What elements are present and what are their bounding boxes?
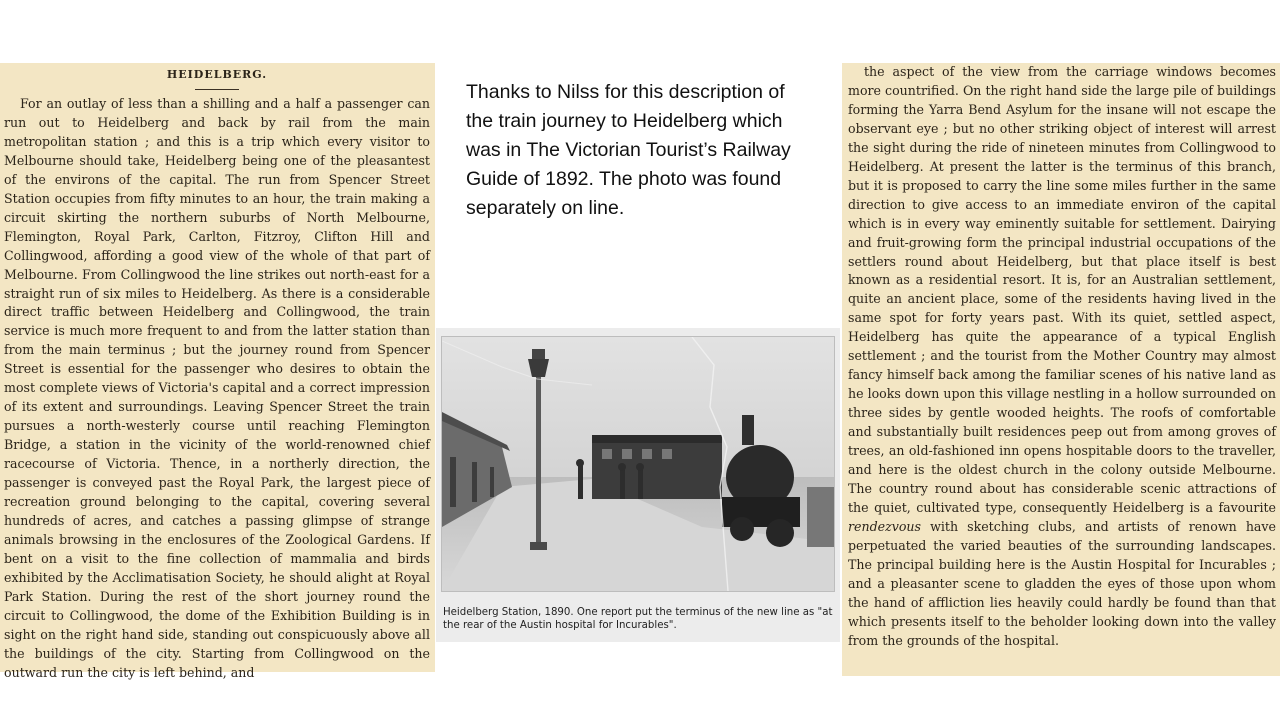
italic-word: rendezvous [848,518,922,534]
guidebook-page-right [842,63,1280,676]
photo-caption: Heidelberg Station, 1890. One report put the terminus of the new line as "at the rear of the Austin hospital for Incurables". [443,607,833,631]
left-page-text [4,95,430,683]
right-page-body-part-one: the aspect of the view from the carriage windows becomes more countrified. On the right hand side the large pile of buildings forming the Yarra Bend Asylum for the insane will not escape the observant eye ; but no other striking object of interest will arrest the sight during the ride of nineteen minutes from Collingwood to Heidelberg. At present the latter is the terminus of this branch, but it is proposed to carry the line some miles further in the same direction to give access to an immediate environ of the capital which is in every way eminently suitable for settlement. Dairying and fruit-growing form the principal industrial occupations of the settlers round about Heidelberg, but that place itself is best known as a residential resort. It is, for an Australian settlement, quite an ancient place, some of the residents having lived in the same spot for forty years past. With its quiet, settled aspect, Heidelberg has quite the appearance of a typical English settlement ; and the tourist from the Mother Country may almost fancy himself back among the familiar scenes of his native land as he looks down upon this village nestling in a hollow surrounded on three sides by gentle wooded heights. The roofs of comfortable and substantially built residences peep out from among groves of trees, an old-fashioned inn opens hospitable doors to the traveller, and here is the oldest church in the colony outside Melbourne. The country round about has considerable scenic attractions of the quiet, cultivated type, consequently Heidelberg is a favourite [848,64,1276,515]
right-page-body-part-two: with sketching clubs, and artists of renown have perpetuated the varied beauties of the surrounding landscapes. The principal building here is the Austin Hospital for Incurables ; and a pleasanter scene to gladden the eyes of those upon whom the hand of affliction lies heavily could hardly be found than that which presents itself to the beholder looking down into the valley from the grounds of the hospital. [848,518,1276,648]
station-photo [441,336,835,592]
page-heading: HEIDELBERG. [166,68,268,81]
photo-panel [436,328,840,642]
right-page-text [848,63,1276,651]
left-page-body: For an outlay of less than a shilling and a half a passenger can run out to Heidelberg and back by rail from the main metropolitan station ; and this is a trip which every visitor to Melbourne should take, Heidelberg being one of the pleasantest of the environs of the capital. The run from Spencer Street Station occupies from fifty minutes to an hour, the train making a circuit skirting the northern suburbs of North Melbourne, Flemington, Royal Park, Carlton, Fitzroy, Clifton Hill and Collingwood, affording a good view of the whole of that part of Melbourne. From Collingwood the line strikes out north-east for a straight run of six miles to Heidelberg. As there is a considerable direct traffic between Heidelberg and Collingwood, the train service is much more frequent to and from the latter station than from the main terminus ; but the journey round from Spencer Street is essential for the passenger who desires to obtain the most complete views of Victoria's capital and a correct impression of its extent and surroundings. Leaving Spencer Street the train pursues a north-westerly course until reaching Flemington Bridge, a station in the vicinity of the world-renowned chief racecourse of Victoria. Thence, in a northerly direction, the passenger is conveyed past the Royal Park, the largest piece of recreation ground belonging to the capital, covering several hundreds of acres, and catches a passing glimpse of strange animals browsing in the enclosures of the Zoological Gardens. If bent on a visit to the fine collection of mammalia and birds exhibited by the Acclimatisation Society, he should alight at Royal Park Station. During the rest of the short journey round the circuit to Collingwood, the dome of the Exhibition Building is in sight on the right hand side, standing out conspicuously above all the buildings of the city. Starting from Collingwood on the outward run the city is left behind, and [4,96,430,680]
heading-rule [195,89,239,90]
guidebook-page-left [0,63,435,680]
credit-note: Thanks to Nilss for this description of the train journey to Heidelberg which was in The Victorian Tourist’s Railway Guide of 1892. The photo was found separately on line. [466,81,791,219]
